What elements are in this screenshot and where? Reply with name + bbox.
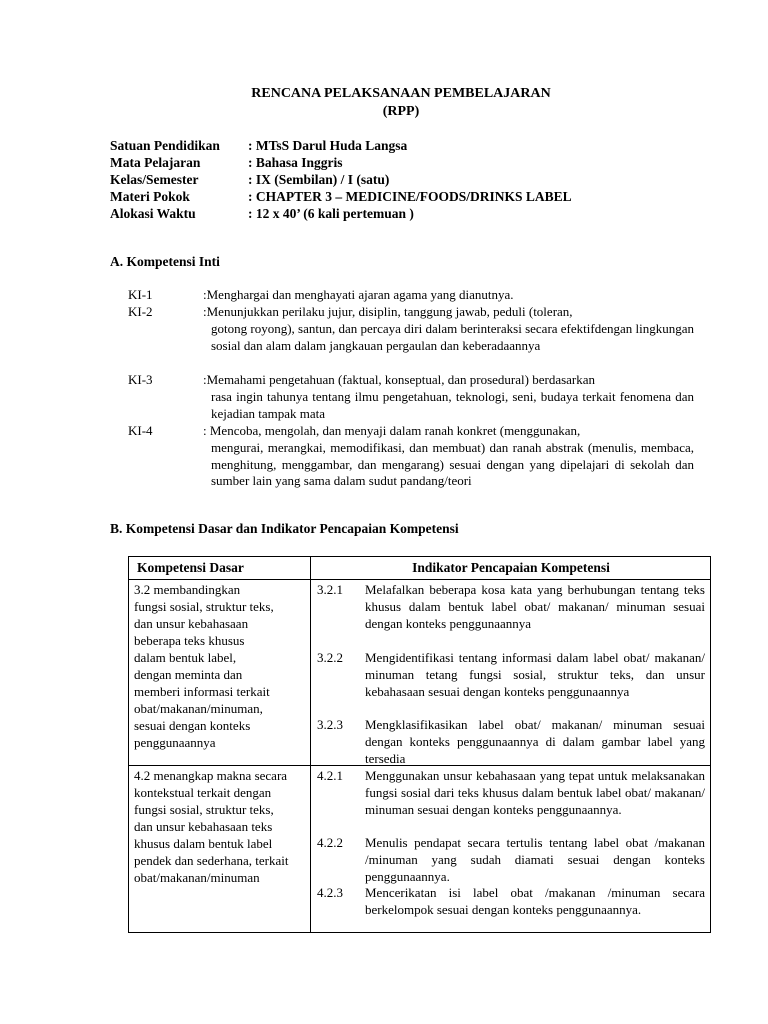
info-value: : Bahasa Inggris: [248, 155, 343, 170]
competency-table: [128, 556, 711, 933]
ki-code: KI-2: [128, 304, 153, 319]
info-value: : IX (Sembilan) / I (satu): [248, 172, 390, 187]
ki-text-continued: gotong royong), santun, dan percaya diri dalam berinteraksi secara efektifdengan lingkungan sosial dan alam dalam jangkauan pergaulan dan keberadaannya: [211, 320, 694, 353]
indicator-code: 3.2.3: [317, 717, 343, 732]
ki-text-continued: mengurai, merangkai, memodifikasi, dan membuat) dan ranah abstrak (menulis, membaca, menghitung, menggambar, dan mengarang) sesuai dengan yang dipelajari di sekolah dan sumber lain yang sama dalam sudut pandang/teori: [211, 439, 694, 489]
indicator-code: 4.2.3: [317, 885, 343, 900]
info-label: Mata Pelajaran: [110, 155, 201, 170]
kd-line: dengan meminta dan: [134, 667, 243, 682]
info-value: : 12 x 40’ (6 kali pertemuan ): [248, 206, 414, 221]
indicator-text: Mengklasifikasikan label obat/ makanan/ minuman sesuai dengan konteks penggunaannya di dalam gambar label yang tersedia: [365, 717, 705, 766]
section-heading-kompetensi-inti: A. Kompetensi Inti: [110, 254, 220, 269]
identity-block: [110, 137, 572, 222]
kd-line: memberi informasi terkait: [134, 684, 270, 699]
section-heading-kompetensi-dasar: B. Kompetensi Dasar dan Indikator Pencapaian Kompetensi: [110, 521, 459, 536]
indicator-text: Melafalkan beberapa kosa kata yang berhubungan tentang teks khusus dalam bentuk label obat/ makanan/ minuman sesuai dengan konteks penggunaannya: [365, 582, 705, 631]
kd-line: beberapa teks khusus: [134, 633, 245, 648]
info-row-alokasi: [110, 205, 572, 222]
ki-text: : Mencoba, mengolah, dan menyaji dalam ranah konkret (menggunakan,: [203, 423, 581, 438]
info-label: Alokasi Waktu: [110, 206, 196, 221]
document-subtitle: (RPP): [382, 104, 420, 119]
indicator-text: Mengidentifikasi tentang informasi dalam label obat/ makanan/ minuman tetang fungsi sosial, struktur teks, dan unsur kebahasaan sesuai dengan konteks penggunaannya: [365, 650, 705, 699]
ki-code: KI-1: [128, 287, 153, 302]
indicator-code: 4.2.1: [317, 768, 343, 783]
kd-line: penggunaannya: [134, 735, 216, 750]
document-title: RENCANA PELAKSANAAN PEMBELAJARAN: [251, 86, 551, 101]
kd-line: sesuai dengan konteks: [134, 718, 251, 733]
info-row-kelas: [110, 171, 572, 188]
info-label: Satuan Pendidikan: [110, 138, 220, 153]
ki-text-continued: rasa ingin tahunya tentang ilmu pengetahuan, teknologi, seni, budaya terkait fenomena dan kejadian tampak mata: [211, 388, 694, 421]
kd-line: fungsi sosial, struktur teks,: [134, 802, 274, 817]
indicator-text: Mencerikatan isi label obat /makanan /minuman secara berkelompok sesuai dengan konteks penggunaannya.: [365, 885, 705, 917]
ki-text: :Memahami pengetahuan (faktual, konseptual, dan prosedural) berdasarkan: [203, 372, 596, 387]
info-row-satuan: [110, 137, 572, 154]
kd-line: kontekstual terkait dengan: [134, 785, 272, 800]
ki-code: KI-4: [128, 423, 153, 438]
ki-text: :Menghargai dan menghayati ajaran agama yang dianutnya.: [203, 287, 514, 302]
indicator-code: 3.2.2: [317, 650, 343, 665]
indicator-text: Menggunakan unsur kebahasaan yang tepat untuk melaksanakan fungsi sosial dari teks khusus dalam bentuk label obat/ makanan/ minuman sesuai dengan konteks penggunaannya.: [365, 768, 705, 817]
info-value: : CHAPTER 3 – MEDICINE/FOODS/DRINKS LABEL: [248, 189, 572, 204]
info-value: : MTsS Darul Huda Langsa: [248, 138, 408, 153]
kd-line: obat/makanan/minuman,: [134, 701, 263, 716]
kd-line: dalam bentuk label,: [134, 650, 237, 665]
kd-line: 4.2 menangkap makna secara: [134, 768, 288, 783]
kd-line: obat/makanan/minuman: [134, 870, 260, 885]
kd-line: pendek dan sederhana, terkait: [134, 853, 289, 868]
indicator-text: Menulis pendapat secara tertulis tentang label obat /makanan /minuman yang sudah diamati sesuai dengan konteks penggunaannya.: [365, 835, 705, 884]
kd-cell: [134, 581, 314, 751]
info-row-materi: [110, 188, 572, 205]
indicator-code: 3.2.1: [317, 582, 343, 597]
ki-text: :Menunjukkan perilaku jujur, disiplin, tanggung jawab, peduli (toleran,: [203, 304, 573, 319]
kd-line: dan unsur kebahasaan: [134, 616, 249, 631]
kd-cell: [134, 767, 314, 886]
table-header-indikator: Indikator Pencapaian Kompetensi: [412, 560, 610, 575]
info-label: Materi Pokok: [110, 189, 190, 204]
row-divider: [129, 579, 710, 580]
kd-line: khusus dalam bentuk label: [134, 836, 273, 851]
kd-line: dan unsur kebahasaan teks: [134, 819, 273, 834]
indicator-code: 4.2.2: [317, 835, 343, 850]
kd-line: fungsi sosial, struktur teks,: [134, 599, 274, 614]
kd-line: 3.2 membandingkan: [134, 582, 241, 597]
info-label: Kelas/Semester: [110, 172, 199, 187]
info-row-mapel: [110, 154, 572, 171]
ki-code: KI-3: [128, 372, 153, 387]
table-header-kompetensi-dasar: Kompetensi Dasar: [137, 560, 244, 575]
